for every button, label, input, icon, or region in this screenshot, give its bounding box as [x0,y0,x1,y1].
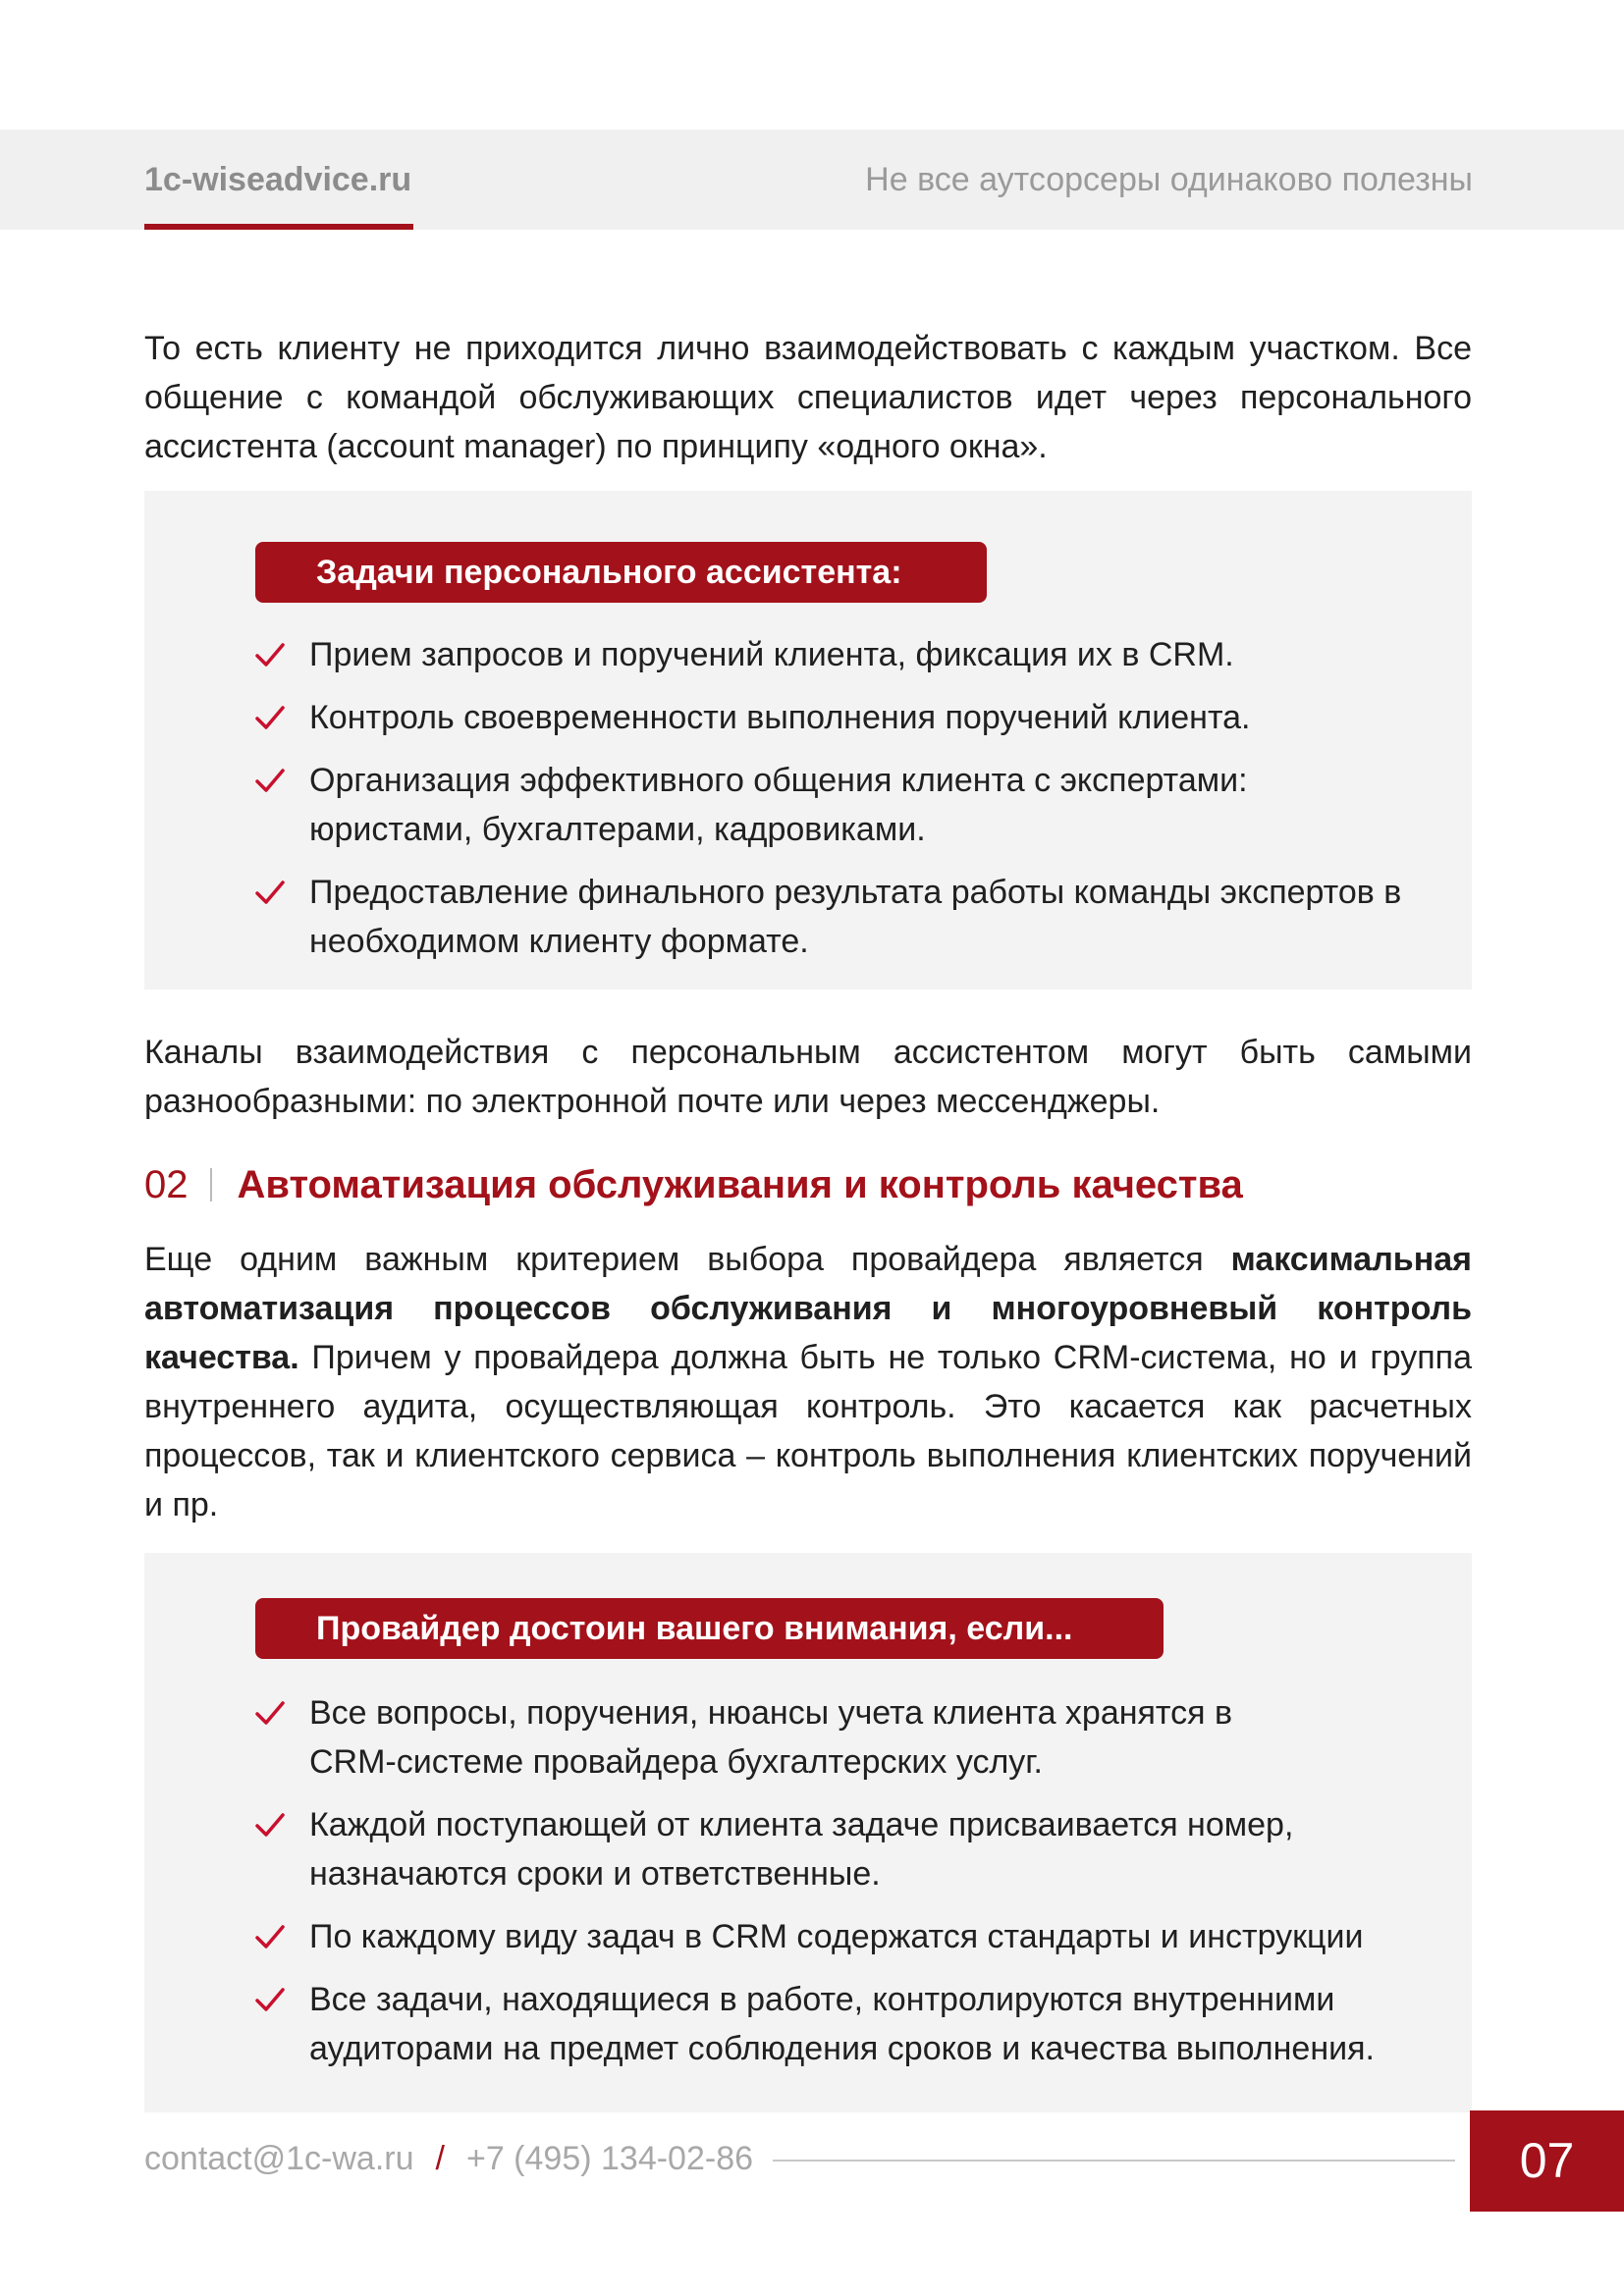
list-item-text: Все задачи, находящиеся в работе, контролируются внутренними аудиторами на предмет соблюдения сроков и качества выполнения. [309,1981,1375,2067]
provider-criteria-list [255,1688,1434,2087]
provider-criteria-title: Провайдер достоин вашего внимания, если... [255,1598,1164,1659]
section-divider [210,1168,212,1201]
footer-separator: / [435,2140,445,2177]
list-item [255,1975,1448,2073]
check-icon [255,880,285,905]
page-number: 07 [1470,2110,1624,2212]
list-item-text: Контроль своевременности выполнения поручений клиента. [309,699,1251,736]
section-paragraph-lead: Еще одним важным критерием выбора провайдера является [144,1241,1231,1278]
assistant-tasks-list [255,630,1434,980]
section-title: Автоматизация обслуживания и контроль качества [237,1163,1243,1206]
check-icon [255,768,285,793]
list-item-text: Все вопросы, поручения, нюансы учета клиента хранятся в CRM-системе провайдера бухгалтерских услуг. [309,1694,1233,1781]
section-heading [144,1163,1243,1207]
list-item [255,693,1434,742]
site-name[interactable]: 1c-wiseadvice.ru [144,161,412,198]
header-title: Не все аутсорсеры одинаково полезны [865,161,1473,198]
page-header [0,130,1624,230]
list-item [255,1800,1370,1898]
check-icon [255,1987,285,2012]
list-item [255,868,1448,966]
assistant-tasks-title: Задачи персонального ассистента: [255,542,987,603]
check-icon [255,642,285,667]
channels-paragraph: Каналы взаимодействия с персональным ассистентом могут быть самыми разнообразными: по электронной почте или через мессенджеры. [144,1034,1472,1120]
footer-contacts [144,2140,753,2178]
list-item-text: Каждой поступающей от клиента задаче присваивается номер, назначаются сроки и ответственные. [309,1806,1294,1893]
list-item-text: Организация эффективного общения клиента с экспертами: юристами, бухгалтерами, кадровиками. [309,762,1248,848]
section-paragraph [144,1235,1472,1529]
list-item [255,756,1330,854]
list-item [255,630,1434,679]
list-item-text: Предоставление финального результата работы команды экспертов в необходимом клиенту формате. [309,874,1402,960]
section-number: 02 [144,1163,189,1206]
check-icon [255,1812,285,1838]
list-item-text: По каждому виду задач в CRM содержатся стандарты и инструкции [309,1918,1364,1955]
check-icon [255,1924,285,1949]
check-icon [255,705,285,730]
footer-phone[interactable]: +7 (495) 134-02-86 [465,2140,754,2177]
section-paragraph-bold: максимальная автоматизация процессов обслуживания и многоуровневый контроль качества. [144,1241,1472,1376]
list-item [255,1912,1434,1961]
section-paragraph-rest: Причем у провайдера должна быть не только CRM-система, но и группа внутреннего аудита, осуществляющая контроль. Это касается как расчетных процессов, так и клиентского сервиса – контроль выполнения клиентских поручений и пр. [144,1339,1472,1523]
list-item-text: Прием запросов и поручений клиента, фиксация их в CRM. [309,636,1234,673]
check-icon [255,1700,285,1726]
list-item [255,1688,1321,1787]
footer-divider [773,2160,1455,2162]
footer-email[interactable]: contact@1c-wa.ru [144,2140,414,2177]
site-underline [144,224,413,230]
intro-paragraph: То есть клиенту не приходится лично взаимодействовать с каждым участком. Все общение с командой обслуживающих специалистов идет через персонального ассистента (account manager) по принципу «одного окна». [144,330,1472,465]
assistant-tasks-box [144,491,1472,989]
provider-criteria-box [144,1553,1472,2112]
